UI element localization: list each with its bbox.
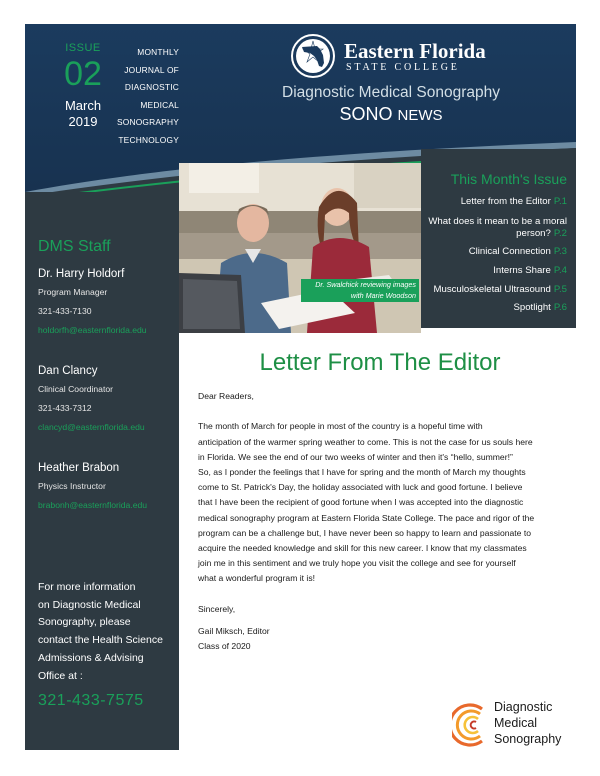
- journal-line: DIAGNOSTIC: [124, 82, 179, 93]
- article-body: [198, 389, 576, 654]
- toc-page-number: P.5: [553, 284, 567, 295]
- journal-description: [109, 44, 179, 150]
- staff-name: Dan Clancy: [38, 365, 98, 377]
- dms-logo-line: Sonography: [494, 732, 562, 746]
- article-title: Letter From The Editor: [259, 349, 501, 376]
- more-info-line: contact the Health Science: [38, 634, 163, 647]
- more-info-line: For more information: [38, 581, 136, 593]
- more-info-line: Office at :: [38, 669, 83, 682]
- toc-item-label: Spotlight: [513, 302, 551, 313]
- toc-item[interactable]: [421, 216, 567, 240]
- issue-block: [53, 42, 113, 130]
- contents-title: This Month's Issue: [450, 171, 567, 187]
- article-line: acquire the needed knowledge and skill for this new career. I know that my classmates: [198, 543, 527, 554]
- journal-line: JOURNAL OF: [124, 64, 179, 75]
- journal-line: MONTHLY: [137, 47, 179, 57]
- staff-role: Clinical Coordinator: [38, 384, 113, 394]
- staff-name: Heather Brabon: [38, 462, 120, 474]
- college-subtitle: STATE COLLEGE: [346, 62, 460, 73]
- toc-page-number: P.2: [553, 228, 567, 239]
- staff-phone: 321-433-7130: [38, 306, 92, 316]
- staff-entry: [38, 266, 178, 336]
- more-info-text: [38, 579, 174, 685]
- article-signature: Gail Miksch, Editor: [198, 626, 270, 637]
- article-line: The month of March for people in most of the country is a hopeful time with: [198, 421, 483, 432]
- journal-line: TECHNOLOGY: [118, 134, 179, 145]
- issue-label: ISSUE: [65, 42, 101, 54]
- staff-name: Dr. Harry Holdorf: [38, 268, 125, 280]
- college-logo: [290, 33, 490, 77]
- staff-email-link[interactable]: holdorfh@easternflorida.edu: [38, 325, 147, 335]
- staff-role: Physics Instructor: [38, 481, 106, 491]
- staff-entry: [38, 363, 178, 433]
- toc-item[interactable]: [421, 196, 567, 208]
- dms-logo: [452, 699, 582, 751]
- toc-item-label: Musculoskeletal Ultrasound: [433, 284, 551, 295]
- more-info-line: on Diagnostic Medical: [38, 598, 141, 611]
- toc-page-number: P.4: [553, 265, 567, 276]
- more-info-line: Sonography, please: [38, 616, 131, 629]
- toc-page-number: P.1: [553, 196, 567, 207]
- article-paragraph: [198, 419, 576, 586]
- dms-logo-line: Diagnostic: [494, 700, 553, 714]
- sonography-wave-icon: [452, 703, 492, 747]
- admissions-phone: 321-433-7575: [38, 692, 144, 709]
- staff-heading: DMS Staff: [38, 238, 111, 255]
- photo-caption-line: Dr. Swalchick reviewing images: [315, 280, 416, 289]
- toc-item[interactable]: [421, 302, 567, 314]
- toc-item[interactable]: [421, 246, 567, 258]
- staff-role: Program Manager: [38, 287, 108, 297]
- issue-number: 02: [64, 55, 102, 93]
- toc-item-label: Interns Share: [493, 265, 551, 276]
- journal-line: MEDICAL: [140, 99, 179, 110]
- article-line: medical sonography program at Eastern Florida State College. The pace and rigor of the: [198, 512, 535, 523]
- dms-logo-line: Medical: [494, 716, 538, 730]
- article-closing: Sincerely,: [198, 603, 236, 614]
- article-class-line: Class of 2020: [198, 641, 251, 652]
- staff-email-link[interactable]: brabonh@easternflorida.edu: [38, 500, 148, 510]
- staff-entry: [38, 460, 178, 511]
- staff-email-link[interactable]: clancyd@easternflorida.edu: [38, 422, 145, 432]
- journal-line: SONOGRAPHY: [116, 117, 179, 128]
- article-line: come to St. Patrick's Day, the holiday associated with luck and good fortune. I believe: [198, 482, 523, 493]
- newsletter-name: SONO: [339, 104, 393, 124]
- article-line: join me in this sentiment and we truly hope you visit the college and see for yourself: [198, 558, 516, 569]
- toc-item-label: Letter from the Editor: [460, 196, 551, 207]
- toc-item-label: What does it mean to be a moral person?: [428, 216, 567, 239]
- article-line: program can be a challenge but, I have never been so happy to learn and passionate to: [198, 527, 531, 538]
- issue-month: March: [64, 98, 102, 113]
- staff-phone: 321-433-7312: [38, 403, 92, 413]
- feature-photo: [179, 163, 421, 333]
- article-line: in Florida. We see the end of our two weeks of winter and then it's “hello, summer!”: [198, 451, 513, 462]
- staff-sidebar: [25, 192, 179, 750]
- issue-year: 2019: [68, 114, 98, 129]
- article-salutation: Dear Readers,: [198, 391, 254, 401]
- article-line: anticipation of the warmer spring weather to come. This is not the case for us souls here: [198, 436, 533, 447]
- article-line: that I have been the recipient of good fortune when I was accepted into the diagnostic: [198, 497, 524, 508]
- newsletter-suffix: NEWS: [397, 107, 443, 124]
- article-line: So, as I ponder the feelings that I have for spring and the month of March my thoughts: [198, 467, 526, 477]
- more-info-line: Admissions & Advising: [38, 651, 144, 664]
- toc-item-label: Clinical Connection: [468, 246, 551, 257]
- college-name: Eastern Florida: [344, 39, 486, 63]
- college-seal-icon: [290, 33, 336, 79]
- photo-caption-line: with Marie Woodson: [350, 290, 416, 300]
- toc-item[interactable]: [421, 265, 567, 277]
- article-line: what a wonderful program it is!: [198, 573, 316, 584]
- issue-contents: [421, 149, 576, 328]
- newsletter-title: [253, 104, 529, 125]
- toc-page-number: P.6: [553, 302, 567, 313]
- photo-caption: [301, 279, 419, 302]
- toc-item[interactable]: [421, 284, 567, 296]
- classroom-photo-illustration: [179, 163, 421, 333]
- toc-page-number: P.3: [553, 246, 567, 257]
- program-title: Diagnostic Medical Sonography: [282, 84, 500, 101]
